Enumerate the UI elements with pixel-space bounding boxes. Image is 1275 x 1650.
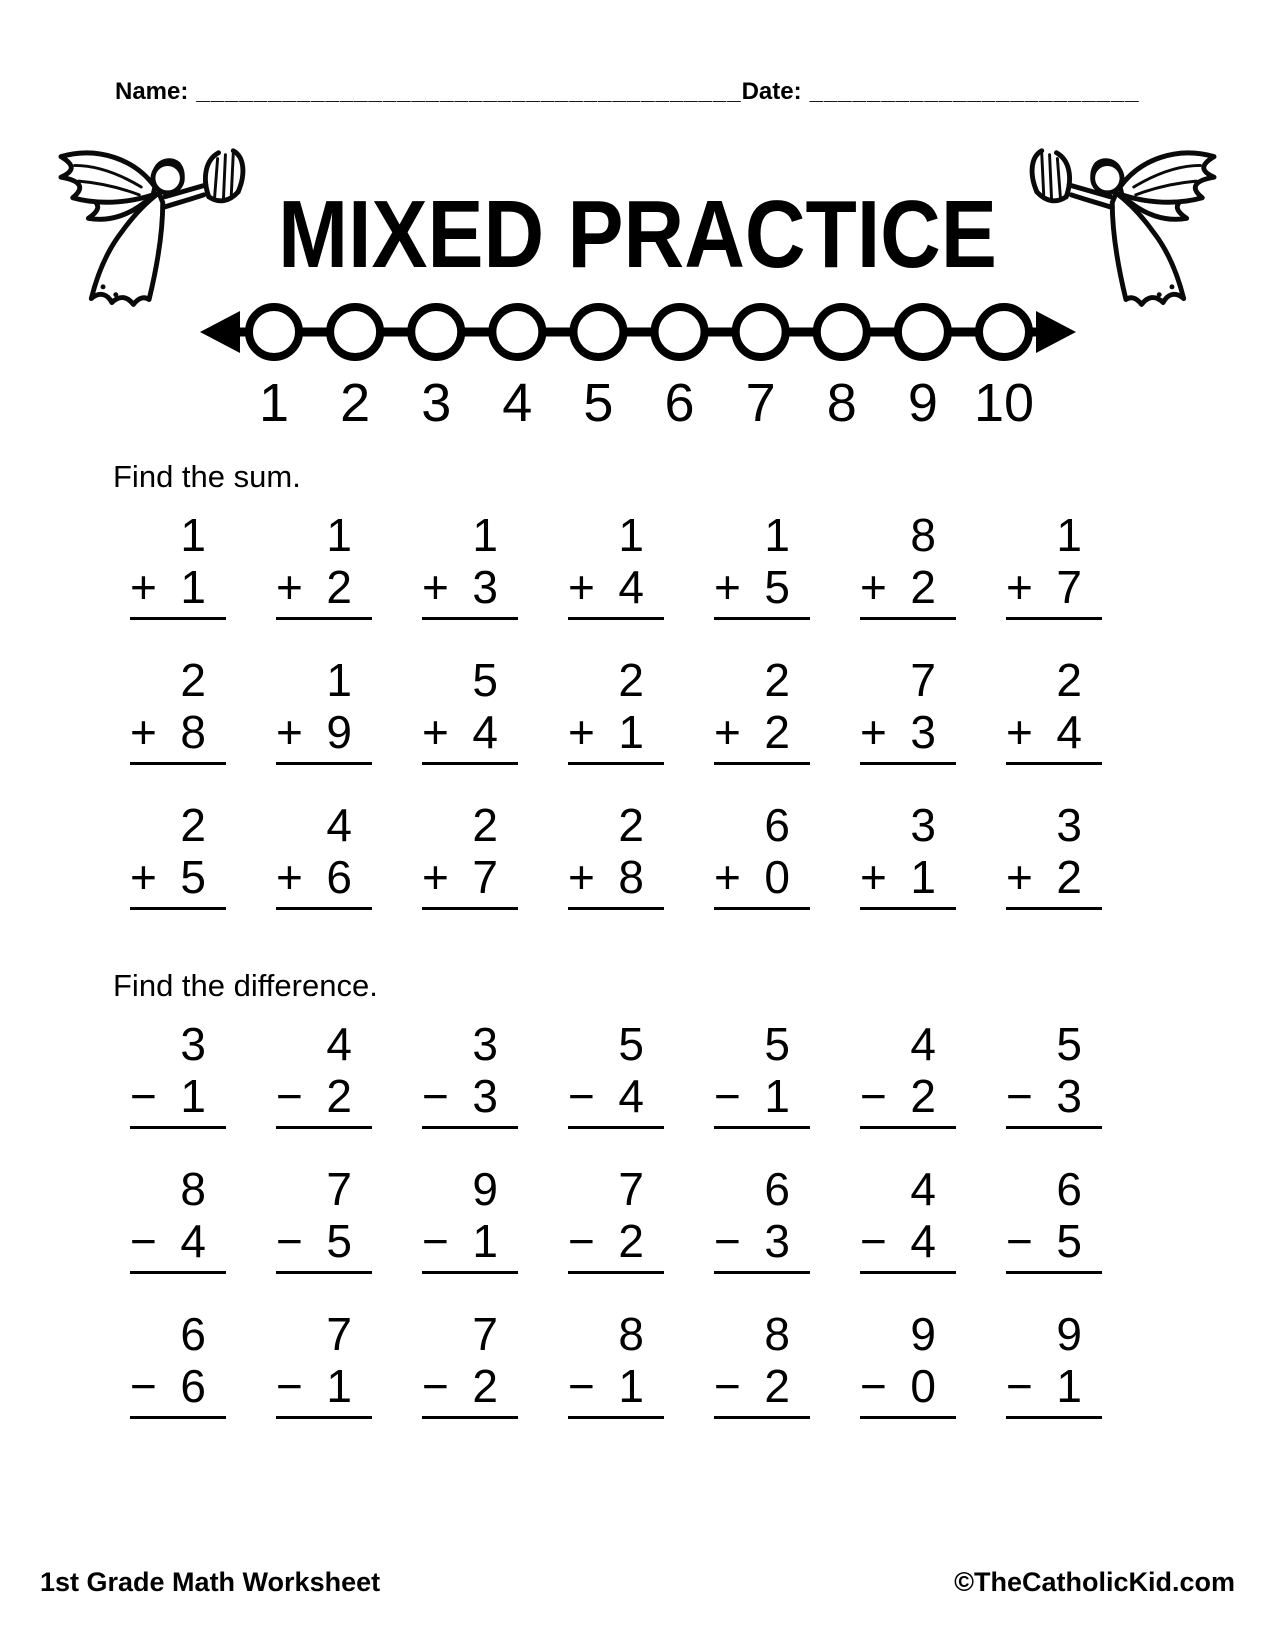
math-problem — [276, 654, 372, 765]
problem-operator: − — [714, 1215, 741, 1267]
problem-bottom-row — [276, 1215, 372, 1267]
problem-operator: − — [860, 1360, 887, 1412]
math-problem — [568, 1018, 664, 1129]
date-label: Date: — [741, 78, 802, 105]
problem-operator: − — [860, 1215, 887, 1267]
math-problem — [422, 799, 518, 910]
problem-bottom-number: 2 — [910, 1070, 936, 1122]
math-problem — [422, 1308, 518, 1419]
name-field — [115, 78, 742, 106]
problem-operator: + — [568, 851, 595, 903]
answer-line — [860, 617, 956, 620]
problem-operator: + — [130, 706, 157, 758]
answer-line — [422, 1271, 518, 1274]
problem-top-number: 5 — [1056, 1018, 1082, 1070]
problem-top-number: 7 — [326, 1163, 352, 1215]
problem-bottom-number: 2 — [764, 1360, 790, 1412]
number-line-label: 7 — [745, 373, 776, 430]
problem-top-number: 1 — [326, 509, 352, 561]
problem-operator: + — [276, 561, 303, 613]
problem-operator: − — [130, 1215, 157, 1267]
problem-top-number: 3 — [472, 1018, 498, 1070]
problem-bottom-number: 4 — [180, 1215, 206, 1267]
problem-top-number: 4 — [326, 799, 352, 851]
answer-line — [1006, 907, 1102, 910]
answer-line — [130, 1126, 226, 1129]
problem-bottom-row — [130, 1215, 226, 1267]
problem-bottom-row — [276, 1360, 372, 1412]
problem-bottom-row — [1006, 561, 1102, 613]
problem-top-number: 3 — [180, 1018, 206, 1070]
answer-line — [130, 617, 226, 620]
problem-operator: + — [422, 561, 449, 613]
problem-operator: − — [568, 1360, 595, 1412]
problem-top-number: 2 — [618, 799, 644, 851]
math-problem — [276, 1308, 372, 1419]
problem-bottom-number: 3 — [764, 1215, 790, 1267]
problem-bottom-row — [714, 851, 810, 903]
problem-top-number: 3 — [910, 799, 936, 851]
problem-bottom-number: 0 — [910, 1360, 936, 1412]
problem-bottom-row — [714, 706, 810, 758]
problem-bottom-number: 8 — [180, 706, 206, 758]
math-problem — [130, 654, 226, 765]
problem-top-number: 9 — [472, 1163, 498, 1215]
problem-bottom-number: 1 — [1056, 1360, 1082, 1412]
date-blank-line: _______________________ — [809, 78, 1140, 105]
name-label: Name: — [115, 78, 189, 105]
math-problem — [1006, 1018, 1102, 1129]
problem-bottom-row — [422, 1360, 518, 1412]
problem-bottom-number: 7 — [472, 851, 498, 903]
number-line-label: 2 — [339, 373, 370, 430]
answer-line — [422, 762, 518, 765]
problem-bottom-row — [130, 1070, 226, 1122]
problem-bottom-number: 1 — [618, 1360, 644, 1412]
problem-top-number: 6 — [180, 1308, 206, 1360]
problem-top-number: 2 — [618, 654, 644, 706]
problem-bottom-number: 1 — [180, 561, 206, 613]
problem-bottom-row — [422, 561, 518, 613]
math-problem — [276, 1018, 372, 1129]
header — [0, 0, 1275, 106]
number-line-label: 3 — [420, 373, 451, 430]
math-problem — [1006, 509, 1102, 620]
math-problem — [1006, 654, 1102, 765]
problem-top-number: 5 — [764, 1018, 790, 1070]
answer-line — [568, 1271, 664, 1274]
problem-top-number: 1 — [472, 509, 498, 561]
answer-line — [860, 762, 956, 765]
problem-bottom-row — [860, 1360, 956, 1412]
problem-bottom-row — [276, 851, 372, 903]
problem-bottom-row — [860, 561, 956, 613]
math-problem — [860, 509, 956, 620]
problem-operator: − — [568, 1070, 595, 1122]
problem-bottom-row — [276, 1070, 372, 1122]
problem-operator: + — [276, 706, 303, 758]
problem-operator: − — [1006, 1215, 1033, 1267]
math-problem — [568, 509, 664, 620]
problem-bottom-number: 1 — [910, 851, 936, 903]
answer-line — [568, 617, 664, 620]
problem-top-number: 6 — [1056, 1163, 1082, 1215]
answer-line — [130, 907, 226, 910]
math-problem — [130, 1018, 226, 1129]
math-problem — [276, 1163, 372, 1274]
answer-line — [1006, 762, 1102, 765]
difference-section — [0, 968, 1275, 1419]
problem-operator: + — [714, 851, 741, 903]
problem-top-number: 9 — [910, 1308, 936, 1360]
sum-problems-grid — [105, 509, 1275, 910]
problem-operator: + — [422, 706, 449, 758]
problem-bottom-row — [568, 851, 664, 903]
math-problem — [860, 1308, 956, 1419]
math-problem — [422, 1163, 518, 1274]
math-problem — [714, 1163, 810, 1274]
problem-top-number: 1 — [764, 509, 790, 561]
problem-top-number: 7 — [910, 654, 936, 706]
problem-operator: + — [276, 851, 303, 903]
math-problem — [860, 1163, 956, 1274]
problem-bottom-row — [860, 851, 956, 903]
answer-line — [422, 1416, 518, 1419]
problem-top-number: 5 — [472, 654, 498, 706]
problem-top-number: 1 — [618, 509, 644, 561]
problem-top-number: 7 — [618, 1163, 644, 1215]
number-line-label: 4 — [501, 373, 532, 430]
answer-line — [568, 762, 664, 765]
problem-operator: + — [1006, 561, 1033, 613]
problem-top-number: 2 — [764, 654, 790, 706]
sum-section — [0, 459, 1275, 910]
math-problem — [568, 799, 664, 910]
problem-top-number: 8 — [180, 1163, 206, 1215]
answer-line — [276, 1416, 372, 1419]
problem-bottom-number: 6 — [326, 851, 352, 903]
problem-top-number: 1 — [180, 509, 206, 561]
problem-bottom-number: 2 — [910, 561, 936, 613]
problem-operator: + — [568, 706, 595, 758]
problem-top-number: 2 — [1056, 654, 1082, 706]
math-problem — [714, 509, 810, 620]
problem-operator: + — [714, 561, 741, 613]
answer-line — [276, 1126, 372, 1129]
math-problem — [568, 1308, 664, 1419]
answer-line — [1006, 1271, 1102, 1274]
problem-bottom-row — [1006, 1215, 1102, 1267]
problem-bottom-number: 3 — [1056, 1070, 1082, 1122]
problem-bottom-number: 7 — [1056, 561, 1082, 613]
problem-bottom-row — [276, 706, 372, 758]
problem-bottom-number: 5 — [764, 561, 790, 613]
footer-worksheet-label: 1st Grade Math Worksheet — [40, 1567, 381, 1597]
answer-line — [422, 1126, 518, 1129]
answer-line — [1006, 617, 1102, 620]
problem-operator: − — [422, 1070, 449, 1122]
math-problem — [714, 799, 810, 910]
math-problem — [422, 654, 518, 765]
answer-line — [276, 1271, 372, 1274]
problem-top-number: 4 — [326, 1018, 352, 1070]
answer-line — [860, 907, 956, 910]
name-blank-line: ______________________________________ — [196, 78, 742, 105]
problem-bottom-number: 4 — [618, 561, 644, 613]
problem-operator: + — [422, 851, 449, 903]
problem-operator: + — [860, 851, 887, 903]
problem-bottom-number: 2 — [472, 1360, 498, 1412]
problem-top-number: 4 — [910, 1018, 936, 1070]
answer-line — [568, 1416, 664, 1419]
difference-instruction: Find the difference. — [113, 968, 378, 1003]
problem-bottom-number: 0 — [764, 851, 790, 903]
problem-bottom-row — [1006, 1070, 1102, 1122]
problem-bottom-number: 3 — [472, 1070, 498, 1122]
problem-operator: − — [1006, 1360, 1033, 1412]
problem-bottom-number: 2 — [1056, 851, 1082, 903]
answer-line — [568, 1126, 664, 1129]
math-problem — [860, 1018, 956, 1129]
number-line-label: 5 — [582, 373, 613, 430]
number-line-label: 6 — [664, 373, 695, 430]
problem-bottom-row — [860, 1070, 956, 1122]
answer-line — [130, 1271, 226, 1274]
problem-top-number: 2 — [472, 799, 498, 851]
answer-line — [714, 907, 810, 910]
angel-harp-icon — [26, 140, 278, 326]
math-problem — [714, 654, 810, 765]
problem-bottom-number: 8 — [618, 851, 644, 903]
math-problem — [860, 799, 956, 910]
problem-operator: + — [1006, 706, 1033, 758]
answer-line — [714, 617, 810, 620]
math-problem — [276, 509, 372, 620]
title-row — [0, 140, 1275, 328]
problem-bottom-number: 3 — [472, 561, 498, 613]
problem-operator: + — [1006, 851, 1033, 903]
answer-line — [1006, 1126, 1102, 1129]
problem-bottom-number: 1 — [764, 1070, 790, 1122]
problem-bottom-number: 4 — [472, 706, 498, 758]
problem-top-number: 7 — [326, 1308, 352, 1360]
problem-top-number: 3 — [1056, 799, 1082, 851]
problem-operator: − — [860, 1070, 887, 1122]
number-line-label: 10 — [973, 373, 1034, 430]
answer-line — [714, 1126, 810, 1129]
problem-top-number: 4 — [910, 1163, 936, 1215]
math-problem — [568, 1163, 664, 1274]
problem-top-number: 1 — [1056, 509, 1082, 561]
problem-bottom-number: 1 — [180, 1070, 206, 1122]
problem-bottom-row — [568, 1215, 664, 1267]
problem-top-number: 8 — [618, 1308, 644, 1360]
problem-operator: − — [276, 1360, 303, 1412]
problem-operator: + — [130, 851, 157, 903]
answer-line — [860, 1271, 956, 1274]
problem-top-number: 2 — [180, 654, 206, 706]
problem-bottom-number: 9 — [326, 706, 352, 758]
math-problem — [1006, 1163, 1102, 1274]
problem-bottom-row — [860, 1215, 956, 1267]
date-field — [742, 78, 1140, 106]
answer-line — [276, 762, 372, 765]
problem-bottom-row — [568, 1070, 664, 1122]
problem-operator: − — [130, 1070, 157, 1122]
problem-operator: + — [568, 561, 595, 613]
math-problem — [130, 509, 226, 620]
answer-line — [422, 907, 518, 910]
problem-top-number: 6 — [764, 1163, 790, 1215]
math-problem — [568, 654, 664, 765]
math-problem — [860, 654, 956, 765]
problem-bottom-row — [276, 561, 372, 613]
problem-bottom-row — [714, 1070, 810, 1122]
answer-line — [276, 617, 372, 620]
math-problem — [1006, 799, 1102, 910]
problem-bottom-number: 2 — [326, 561, 352, 613]
difference-problems-grid — [105, 1018, 1275, 1419]
answer-line — [714, 1271, 810, 1274]
problem-bottom-row — [130, 561, 226, 613]
answer-line — [422, 617, 518, 620]
problem-bottom-row — [1006, 706, 1102, 758]
math-problem — [714, 1018, 810, 1129]
problem-bottom-row — [714, 1215, 810, 1267]
math-problem — [130, 1308, 226, 1419]
problem-bottom-row — [422, 851, 518, 903]
problem-top-number: 1 — [326, 654, 352, 706]
answer-line — [714, 762, 810, 765]
math-problem — [1006, 1308, 1102, 1419]
problem-bottom-row — [422, 706, 518, 758]
problem-top-number: 6 — [764, 799, 790, 851]
problem-operator: − — [714, 1360, 741, 1412]
footer — [40, 1567, 1235, 1598]
problem-bottom-number: 4 — [1056, 706, 1082, 758]
problem-operator: + — [130, 561, 157, 613]
problem-bottom-row — [422, 1215, 518, 1267]
problem-bottom-number: 1 — [326, 1360, 352, 1412]
math-problem — [130, 799, 226, 910]
math-problem — [422, 1018, 518, 1129]
answer-line — [1006, 1416, 1102, 1419]
answer-line — [568, 907, 664, 910]
problem-bottom-row — [714, 1360, 810, 1412]
number-line-label: 9 — [907, 373, 938, 430]
answer-line — [130, 1416, 226, 1419]
problem-bottom-number: 4 — [910, 1215, 936, 1267]
problem-bottom-number: 2 — [326, 1070, 352, 1122]
problem-bottom-row — [1006, 851, 1102, 903]
problem-bottom-row — [860, 706, 956, 758]
footer-site-credit: ©TheCatholicKid.com — [954, 1567, 1235, 1597]
problem-operator: − — [422, 1360, 449, 1412]
problem-bottom-row — [422, 1070, 518, 1122]
problem-operator: − — [1006, 1070, 1033, 1122]
problem-top-number: 7 — [472, 1308, 498, 1360]
answer-line — [714, 1416, 810, 1419]
problem-bottom-row — [568, 561, 664, 613]
problem-top-number: 5 — [618, 1018, 644, 1070]
problem-top-number: 8 — [764, 1308, 790, 1360]
problem-bottom-number: 2 — [618, 1215, 644, 1267]
problem-bottom-row — [1006, 1360, 1102, 1412]
answer-line — [130, 762, 226, 765]
math-problem — [276, 799, 372, 910]
page-title: MIXED PRACTICE — [278, 179, 997, 288]
problem-top-number: 8 — [910, 509, 936, 561]
problem-bottom-row — [130, 851, 226, 903]
problem-operator: − — [276, 1070, 303, 1122]
problem-bottom-row — [130, 1360, 226, 1412]
math-problem — [422, 509, 518, 620]
math-problem — [714, 1308, 810, 1419]
problem-operator: − — [714, 1070, 741, 1122]
problem-bottom-number: 6 — [180, 1360, 206, 1412]
problem-operator: + — [860, 561, 887, 613]
problem-bottom-number: 1 — [472, 1215, 498, 1267]
problem-top-number: 2 — [180, 799, 206, 851]
problem-bottom-number: 1 — [618, 706, 644, 758]
problem-bottom-row — [714, 561, 810, 613]
problem-bottom-number: 5 — [326, 1215, 352, 1267]
problem-bottom-number: 4 — [618, 1070, 644, 1122]
number-line-label: 1 — [258, 373, 289, 430]
problem-operator: − — [276, 1215, 303, 1267]
problem-top-number: 9 — [1056, 1308, 1082, 1360]
answer-line — [860, 1416, 956, 1419]
problem-bottom-number: 5 — [180, 851, 206, 903]
problem-operator: − — [568, 1215, 595, 1267]
problem-operator: + — [860, 706, 887, 758]
problem-operator: − — [130, 1360, 157, 1412]
problem-bottom-row — [130, 706, 226, 758]
number-line-label: 8 — [826, 373, 857, 430]
angel-harp-icon — [997, 140, 1249, 326]
problem-bottom-number: 2 — [764, 706, 790, 758]
answer-line — [860, 1126, 956, 1129]
problem-bottom-number: 5 — [1056, 1215, 1082, 1267]
problem-bottom-row — [568, 1360, 664, 1412]
answer-line — [276, 907, 372, 910]
problem-operator: + — [714, 706, 741, 758]
sum-instruction: Find the sum. — [113, 459, 301, 494]
problem-bottom-number: 3 — [910, 706, 936, 758]
problem-operator: − — [422, 1215, 449, 1267]
math-problem — [130, 1163, 226, 1274]
problem-bottom-row — [568, 706, 664, 758]
